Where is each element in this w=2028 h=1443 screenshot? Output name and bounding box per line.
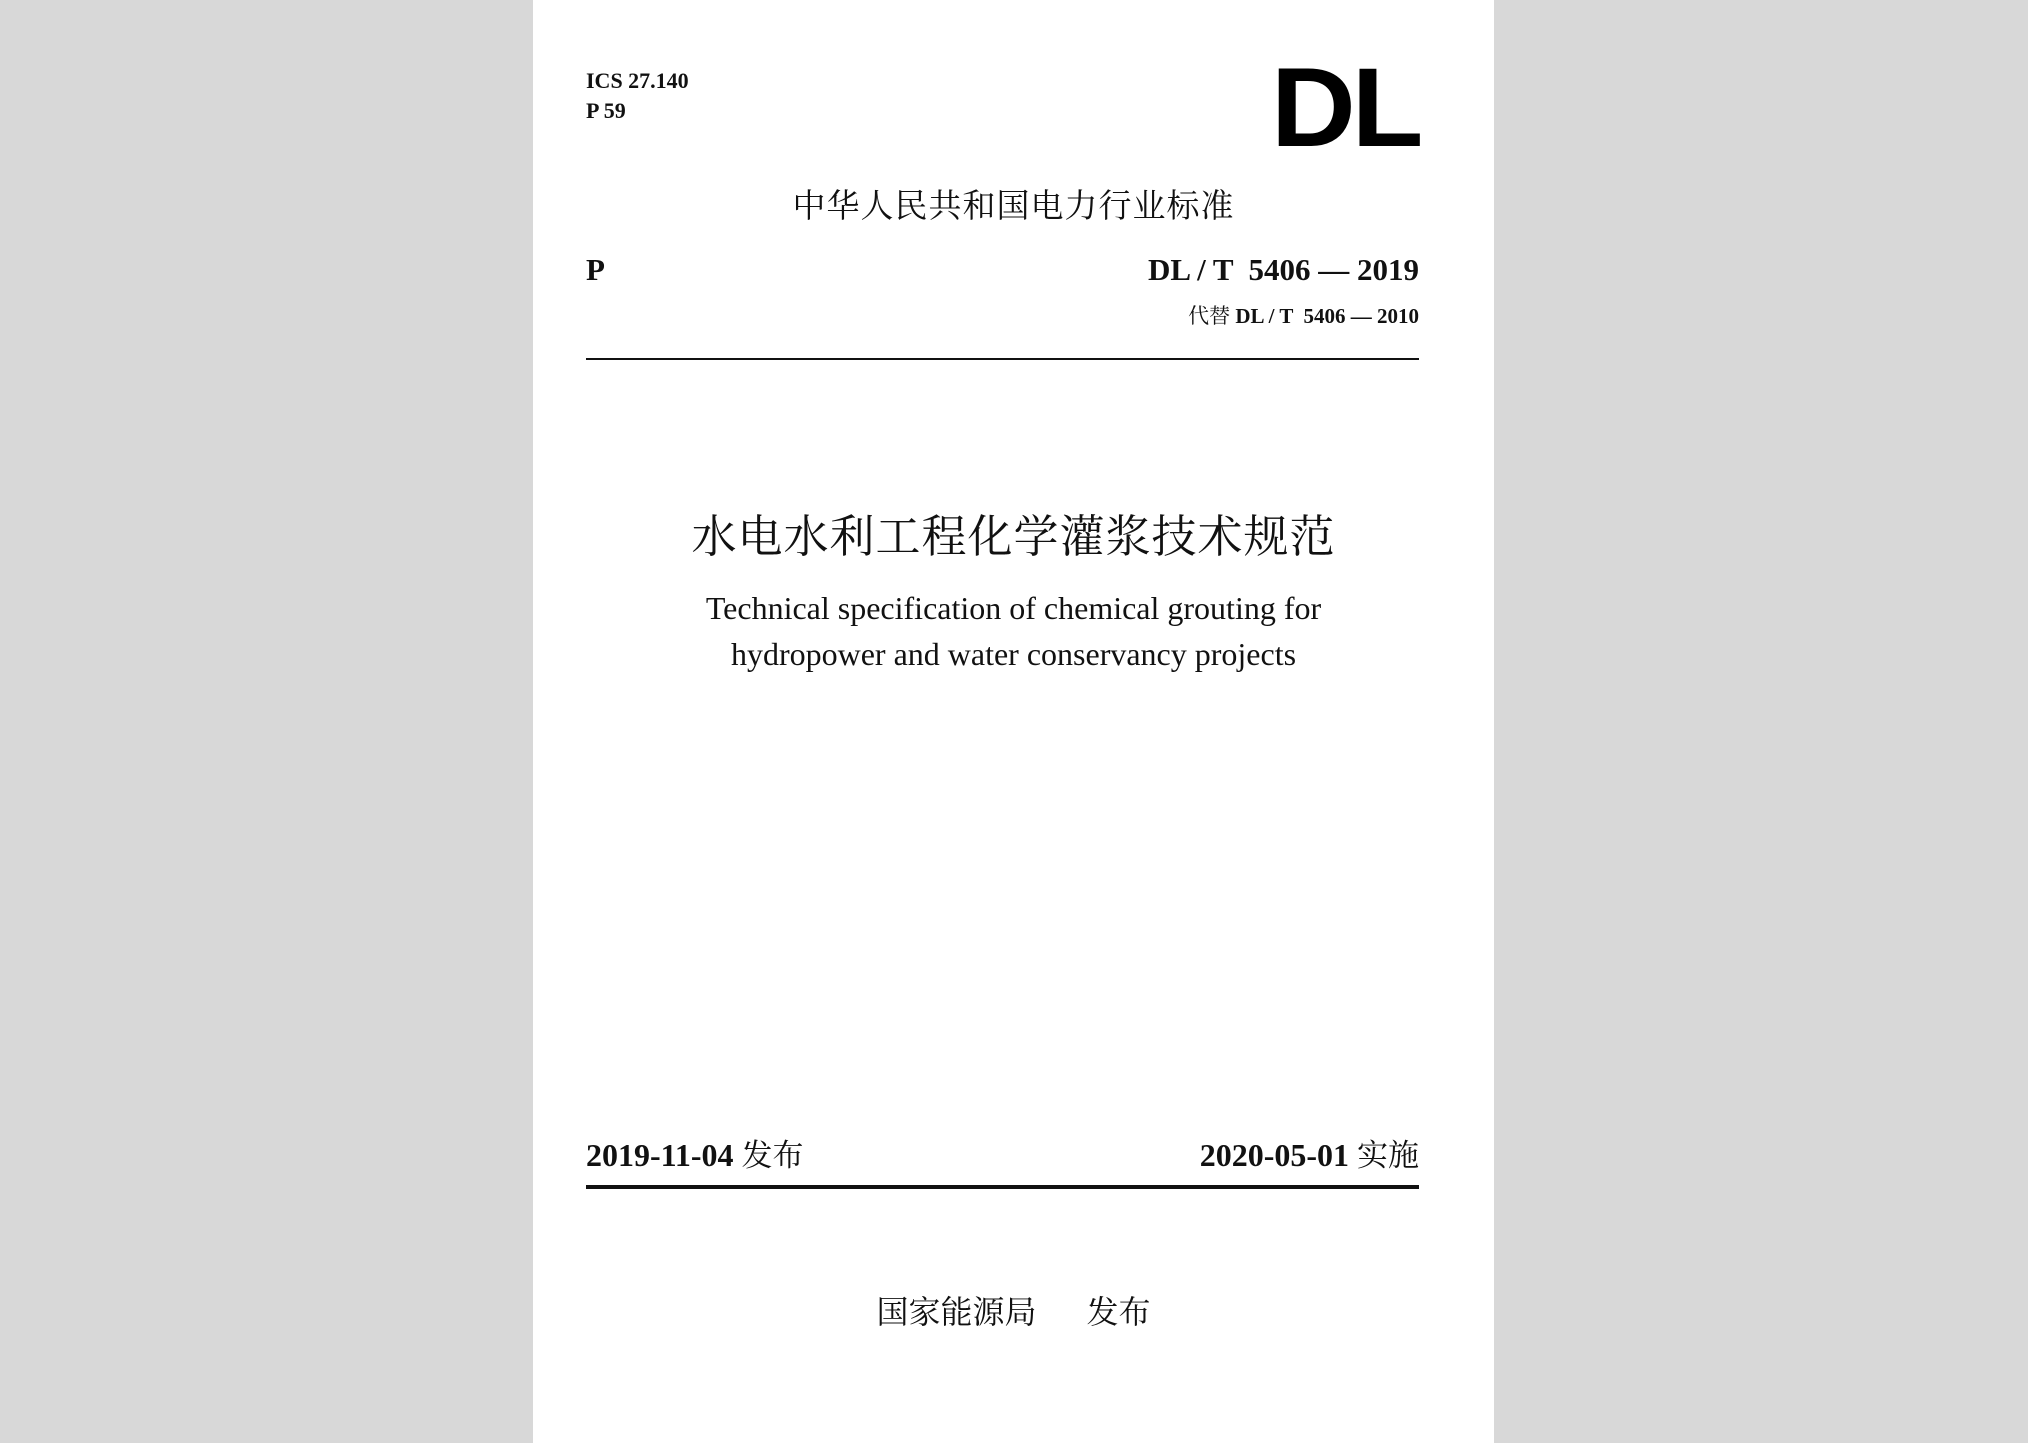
publisher-name: 国家能源局: [876, 1293, 1037, 1331]
standard-number: DL / T 5406 — 2019: [1147, 252, 1419, 287]
bottom-divider: [586, 1185, 1419, 1189]
issue-date: 2019-11-04: [586, 1137, 734, 1173]
document-page: [533, 0, 1494, 1443]
title-english-line1: Technical specification of chemical grouting for: [705, 590, 1322, 626]
implement-date-line: [1200, 1130, 1419, 1175]
category-letter: P: [586, 252, 605, 287]
issuing-standard-body: 中华人民共和国电力行业标准: [792, 186, 1235, 225]
dl-logo: DL: [1270, 45, 1419, 170]
publish-label: 发布: [1086, 1293, 1151, 1331]
issue-label: 发布: [741, 1138, 804, 1174]
top-divider: [586, 358, 1419, 360]
publisher-line: [533, 1287, 1494, 1333]
implement-label: 实施: [1357, 1138, 1419, 1174]
title-english-line2: hydropower and water conservancy projects: [730, 636, 1297, 672]
replaces-number: DL / T 5406 — 2010: [1235, 304, 1419, 328]
issue-date-line: [586, 1130, 804, 1175]
title-english: [533, 585, 1494, 677]
ics-code: ICS 27.140: [586, 68, 689, 93]
classification-code: P 59: [586, 98, 626, 123]
ics-block: [586, 66, 689, 126]
title-chinese: 水电水利工程化学灌浆技术规范: [691, 510, 1336, 563]
replaces-label: 代替: [1188, 304, 1231, 328]
replaces-line: [1188, 300, 1419, 330]
implement-date: 2020-05-01: [1199, 1137, 1349, 1173]
